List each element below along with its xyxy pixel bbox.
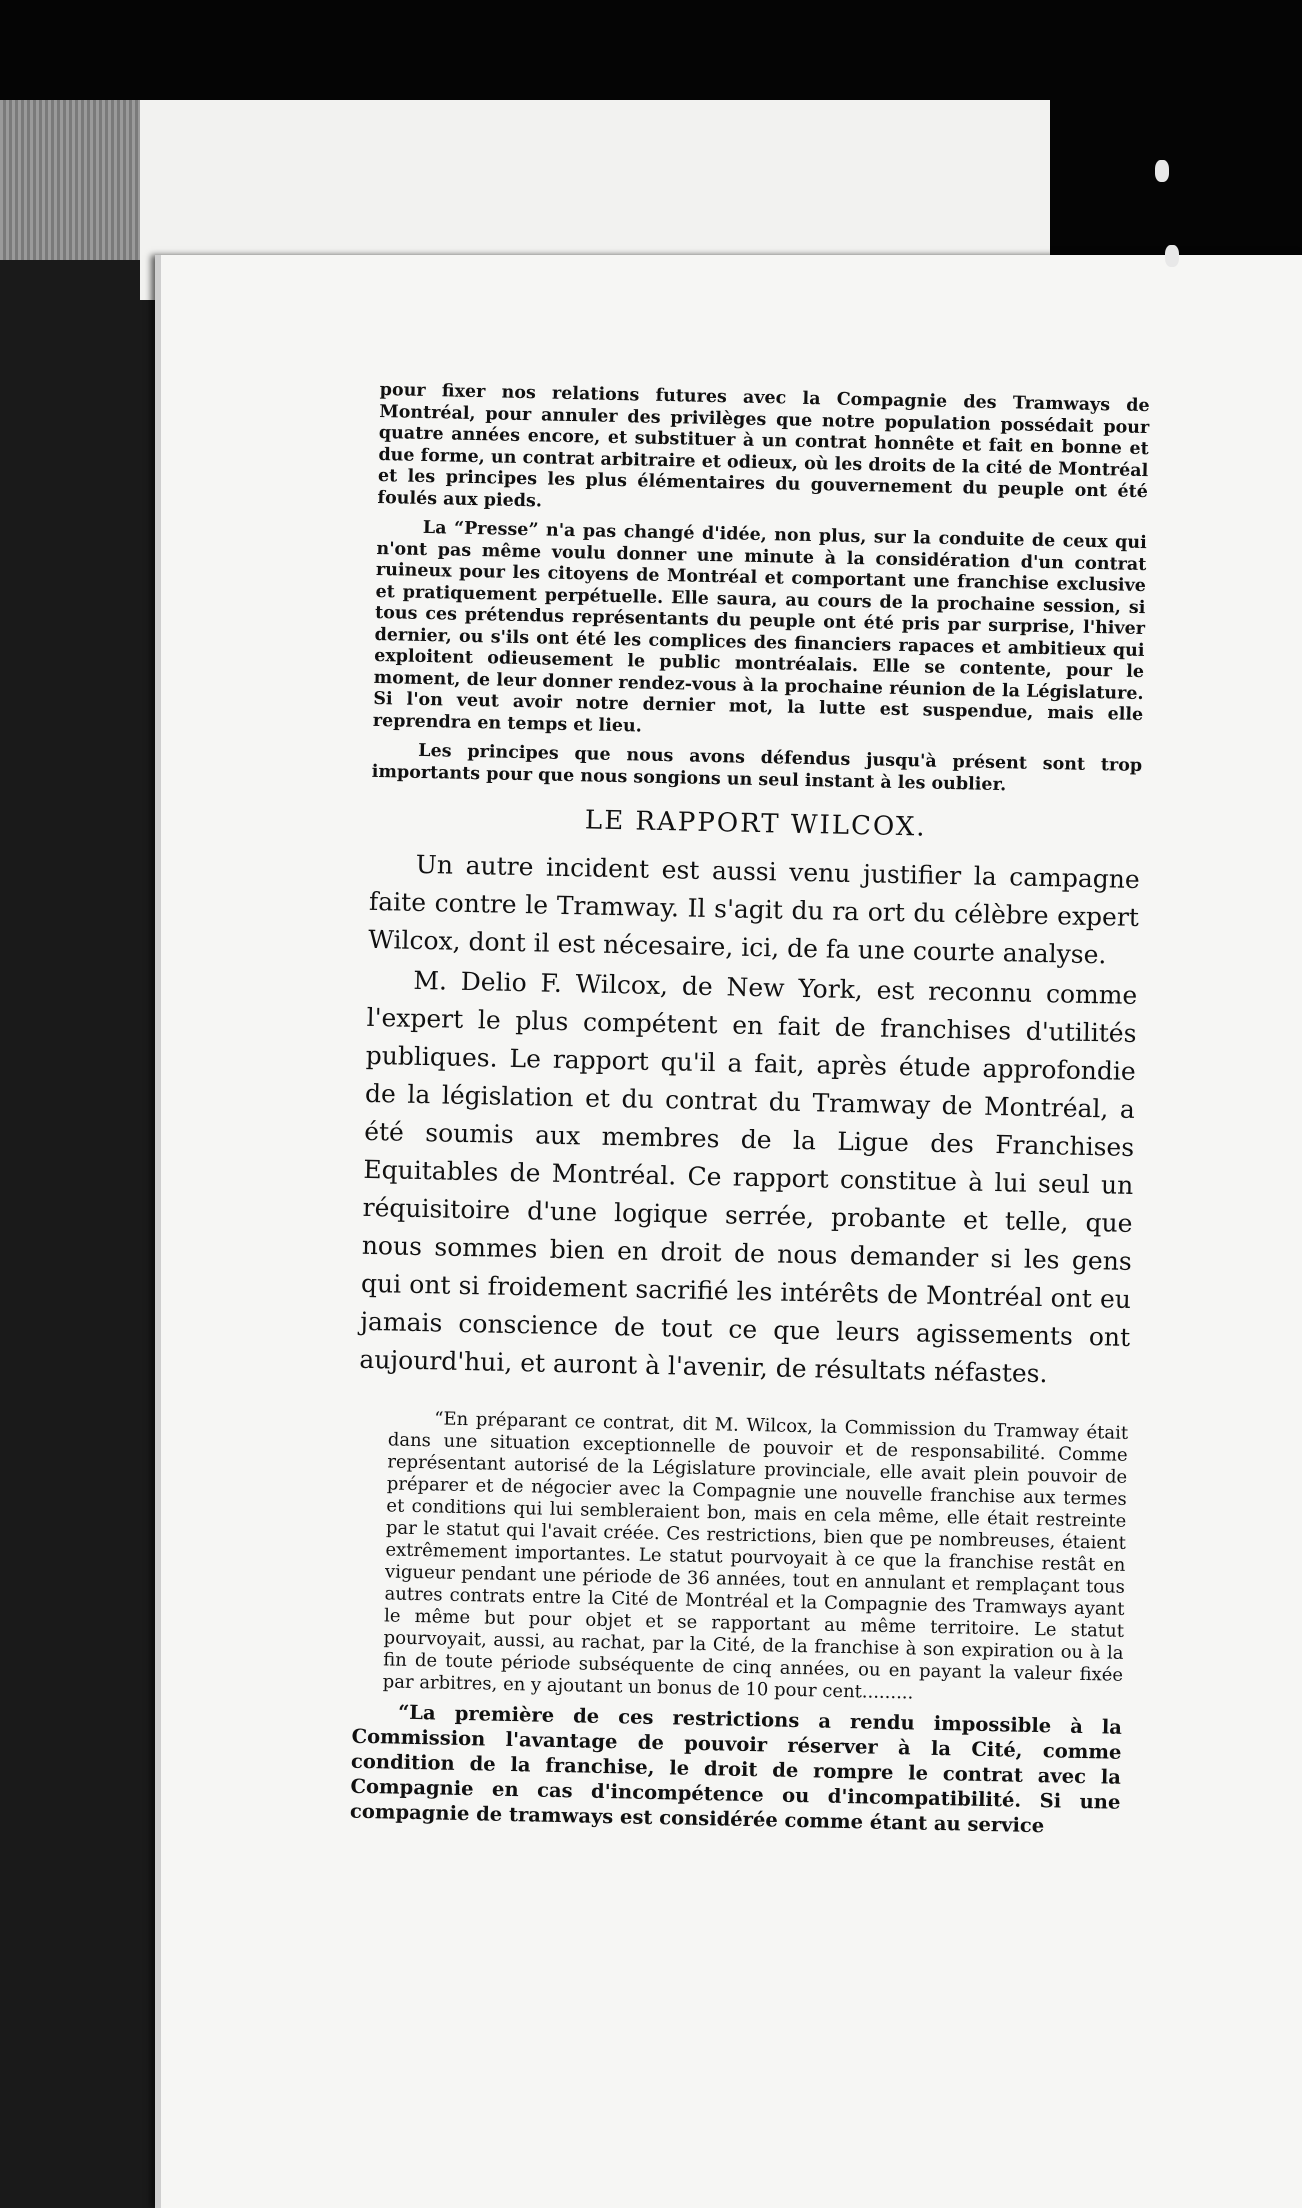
paragraph: La “Presse” n'a pas changé d'idée, non plus, sur la conduite de ceux qui n'ont pas même voulu donner une minute à la considération d'un contrat ruineux pour les citoyens de Montréal et comportant une franchise exclusive et pratiquement perpétuelle. Elle saura, au cours de la prochaine session, si tous ces prétendus représentants du peuple ont été pris par surprise, l'hiver dernier, ou s'ils ont été les complices des financiers rapaces et ambitieux qui exploitent odieusement le public montréalais. Elle se contente, pour le moment, de leur donner rendez-vous à la prochaine réunion de la Législature. Si l'on veut avoir notre dernier mot, la lutte est suspendue, mais elle reprendra en temps et lieu. — [372, 517, 1147, 737]
page-edge — [155, 255, 161, 2208]
paragraph: “La première de ces restrictions a rendu impossible à la Commission l'avantage de pouvoir réserver à la Cité, comme condition de la franchise, le droit de rompre le contrat avec la Compagnie en cas d'incompétence ou d'incompatibilité. Si une compagnie de tramways est considérée comme étant au service — [349, 1700, 1123, 1838]
scan-mark — [1165, 245, 1179, 267]
page-text — [350, 380, 1150, 1840]
scan-mark — [1155, 160, 1169, 182]
section-heading: LE RAPPORT WILCOX. — [584, 805, 927, 843]
spine-binding — [0, 100, 140, 260]
paragraph: pour fixer nos relations futures avec la Compagnie des Tramways de Montréal, pour annuler des privilèges que notre population possédait pour quatre années encore, et substituer à un contrat honnête et fait en bonne et due forme, un contrat arbitraire et odieux, où les droits de la cité de Montréal et les principes les plus élémentaires du gouvernement du peuple ont été foulés aux pieds. — [377, 380, 1150, 511]
paragraph: Les principes que nous avons défendus jusqu'à présent sont trop importants pour que nous songions un seul instant à les oublier. — [371, 740, 1143, 795]
book-spine — [0, 100, 155, 2208]
paragraph: Un autre incident est aussi venu justifier la campagne faite contre le Tramway. Il s'agit du ra ort du célèbre expert Wilcox, dont il est nécesaire, ici, de fa une courte analyse. — [367, 849, 1141, 970]
quoted-paragraph: “En préparant ce contrat, dit M. Wilcox, la Commission du Tramway était dans une situation exceptionnelle de pouvoir et de responsabilité. Comme représentant autorisé de la Législature provinciale, elle avait plein pouvoir de préparer et de négocier avec la Compagnie une nouvelle franchise aux termes et conditions qui lui sembleraient bon, mais en cela même, elle était restreinte par le statut qui l'avait créée. Ces restrictions, bien que pe nombreuses, étaient extrêmement importantes. Le statut pourvoyait à ce que la franchise restât en vigueur pendant une période de 36 années, tout en annulant et remplaçant tous autres contrats entre la Cité de Montréal et la Compagnie des Tramways ayant le même but pour objet et se rapportant au même territoire. Le statut pourvoyait, aussi, au rachat, par la Cité, de la franchise à son expiration ou à la fin de toute période subséquente de cinq années, ou en payant la valeur fixée par arbitres, en y ajoutant un bonus de 10 pour cent......... — [382, 1408, 1129, 1704]
paragraph: M. Delio F. Wilcox, de New York, est reconnu comme l'expert le plus compétent en fait de franchises d'utilités publiques. Le rapport qu'il a fait, après étude approfondie de la législation et du contrat du Tramway de Montréal, a été soumis aux membres de la Ligue des Franchises Equitables de Montréal. Ce rapport constitue à lui seul un réquisitoire d'une logique serrée, probante et telle, que nous sommes bien en droit de nous demander si les gens qui ont si froidement sacrifié les intérêts de Montréal ont eu jamais conscience de tout ce que leurs agissements ont aujourd'hui, et auront à l'avenir, de résultats néfastes. — [359, 965, 1138, 1389]
